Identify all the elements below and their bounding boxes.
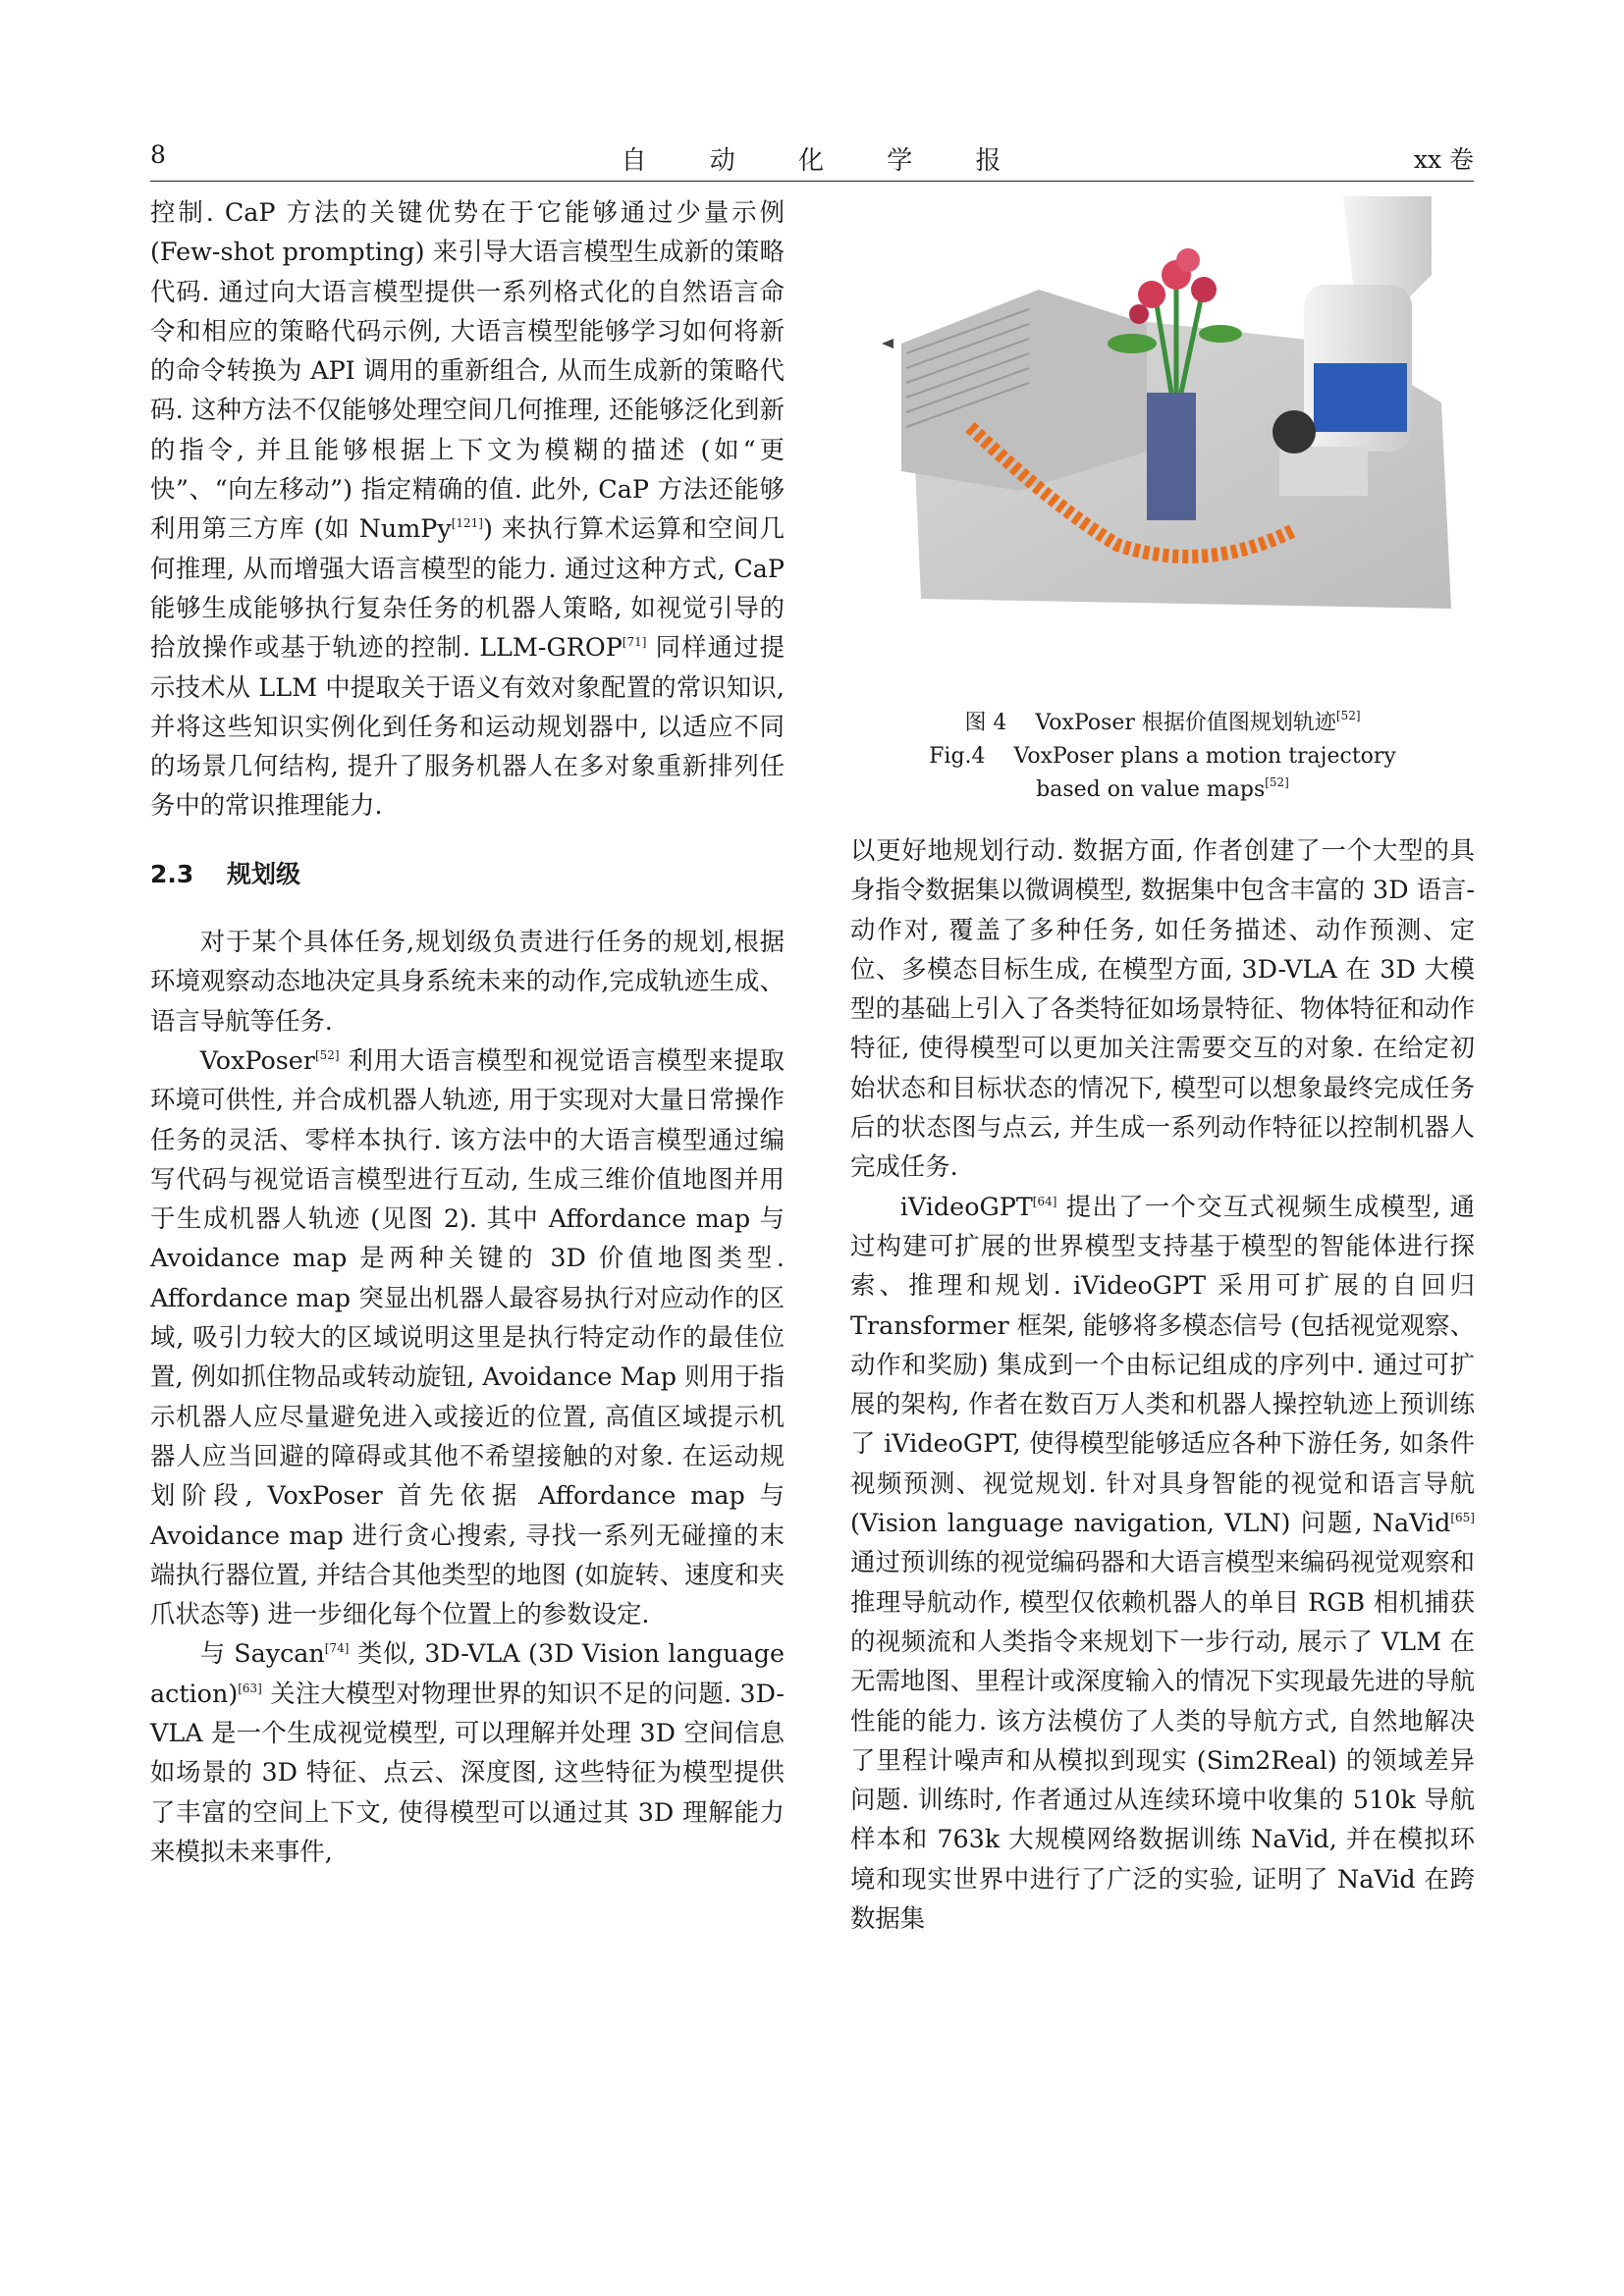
section-heading: 2.3 规划级 bbox=[150, 859, 300, 888]
caption-en-line1: Fig.4 VoxPoser plans a motion trajectory bbox=[929, 744, 1396, 769]
right-column bbox=[850, 830, 1475, 1938]
figure-voxposer-scene bbox=[882, 196, 1471, 628]
paragraph: 对于某个具体任务,规划级负责进行任务的规划,根据环境观察动态地决定具身系统未来的动作,完成轨迹生成、语言导航等任务. bbox=[150, 927, 785, 1036]
scene-image bbox=[882, 196, 1471, 628]
citation[interactable]: [63] bbox=[238, 1681, 262, 1695]
header-rule bbox=[150, 181, 1474, 182]
paragraph: 与 Saycan[74] 类似, 3D-VLA (3D Vision language action)[63] 关注大模型对物理世界的知识不足的问题. 3D-VLA 是一个生成视觉模型, 可以理解并处理 3D 空间信息如场景的 3D 特征、点云、深度图, 这些特征为模型提供了丰富的空间上下文, 使得模型可以通过其 3D 理解能力来模拟未来事件, bbox=[150, 1638, 785, 1866]
page-header bbox=[150, 140, 1474, 176]
left-column bbox=[150, 192, 785, 1871]
citation[interactable]: [52] bbox=[314, 1047, 340, 1062]
paragraph: iVideoGPT[64] 提出了一个交互式视频生成模型, 通过构建可扩展的世界模型支持基于模型的智能体进行探索、推理和规划. iVideoGPT 采用可扩展的自回归 Transformer 框架, 能够将多模态信号 (包括视觉观察、动作和奖励) 集成到一个由标记组成的序列中. 通过可扩展的架构, 作者在数百万人类和机器人操控轨迹上预训练了 iVideoGPT, 使得模型能够适应各种下游任务, 如条件视频预测、视觉规划. 针对具身智能的视觉和语言导航 (Vision language navigation, VLN) 问题, NaVid[65] 通过预训练的视觉编码器和大语言模型来编码视觉观察和推理导航动作, 模型仅依赖机器人的单目 RGB 相机捕获的视频流和人类指令来规划下一步行动, 展示了 VLM 在无需地图、里程计或深度输入的情况下实现最先进的导航性能的能力. 该方法模仿了人类的导航方式, 自然地解决了里程计噪声和从模拟到现实 (Sim2Real) 的领域差异问题. 训练时, 作者通过从连续环境中收集的 510k 导航样本和 763k 大规模网络数据训练 NaVid, 并在模拟环境和现实世界中进行了广泛的实验, 证明了 NaVid 在跨数据集 bbox=[850, 1191, 1475, 1934]
paragraph: VoxPoser[52] 利用大语言模型和视觉语言模型来提取环境可供性, 并合成机器人轨迹, 用于实现对大量日常操作任务的灵活、零样本执行. 该方法中的大语言模型通过编写代码与视觉语言模型进行互动, 生成三维价值地图并用于生成机器人轨迹 (见图 2). 其中 Affordance map 与 Avoidance map 是两种关键的 3D 价值地图类型. Affordance map 突显出机器人最容易执行对应动作的区域, 吸引力较大的区域说明这里是执行特定动作的最佳位置, 例如抓住物品或转动旋钮, Avoidance Map 则用于指示机器人应尽量避免进入或接近的位置, 高值区域提示机器人应当回避的障碍或其他不希望接触的对象. 在运动规划阶段, VoxPoser 首先依据 Affordance map 与 Avoidance map 进行贪心搜索, 寻找一系列无碰撞的末端执行器位置, 并结合其他类型的地图 (如旋转、速度和夹爪状态等) 进一步细化每个位置上的参数设定. bbox=[150, 1044, 785, 1629]
journal-title: 自 动 化 学 报 bbox=[621, 146, 1003, 176]
citation[interactable]: [71] bbox=[622, 635, 647, 650]
citation[interactable]: [64] bbox=[1032, 1194, 1057, 1208]
caption-cn: 图 4 VoxPoser 根据价值图规划轨迹[52] bbox=[964, 709, 1361, 735]
paragraph: 以更好地规划行动. 数据方面, 作者创建了一个大型的具身指令数据集以微调模型, 数据集中包含丰富的 3D 语言-动作对, 覆盖了多种任务, 如任务描述、动作预测、定位、多模态目标生成, 在模型方面, 3D-VLA 在 3D 大模型的基础上引入了各类特征如场景特征、物体特征和动作特征, 使得模型可以更加关注需要交互的对象. 在给定初始状态和目标状态的情况下, 模型可以想象最终完成任务后的状态图与点云, 并生成一系列动作特征以控制机器人完成任务. bbox=[850, 835, 1475, 1182]
citation[interactable]: [65] bbox=[1450, 1511, 1475, 1525]
page-number: 8 bbox=[150, 140, 166, 169]
vase bbox=[1147, 393, 1196, 520]
citation[interactable]: [52] bbox=[1265, 775, 1289, 789]
figure-caption bbox=[850, 707, 1475, 807]
marker-arrow bbox=[882, 339, 893, 348]
paragraph: 控制. CaP 方法的关键优势在于它能够通过少量示例 (Few-shot prompting) 来引导大语言模型生成新的策略代码. 通过向大语言模型提供一系列格式化的自然语言命令和相应的策略代码示例, 大语言模型能够学习如何将新的命令转换为 API 调用的重新组合, 从而生成新的策略代码. 这种方法不仅能够处理空间几何推理, 还能够泛化到新的指令, 并且能够根据上下文为模糊的描述 (如“更快”、“向左移动”) 指定精确的值. 此外, CaP 方法还能够利用第三方库 (如 NumPy[121]) 来执行算术运算和空间几何推理, 从而增强大语言模型的能力. 通过这种方式, CaP 能够生成能够执行复杂任务的机器人策略, 如视觉引导的拾放操作或基于轨迹的控制. LLM-GROP[71] 同样通过提示技术从 LLM 中提取关于语义有效对象配置的常识知识, 并将这些知识实例化到任务和运动规划器中, 以适应不同的场景几何结构, 提升了服务机器人在多对象重新排列任务中的常识推理能力. bbox=[150, 197, 785, 821]
box-object bbox=[901, 290, 1147, 491]
caption-en-line2: based on value maps[52] bbox=[1036, 775, 1289, 802]
citation[interactable]: [74] bbox=[324, 1641, 350, 1656]
volume-label: xx 卷 bbox=[1413, 145, 1474, 174]
citation[interactable]: [121] bbox=[451, 516, 483, 531]
citation[interactable]: [52] bbox=[1335, 709, 1361, 722]
